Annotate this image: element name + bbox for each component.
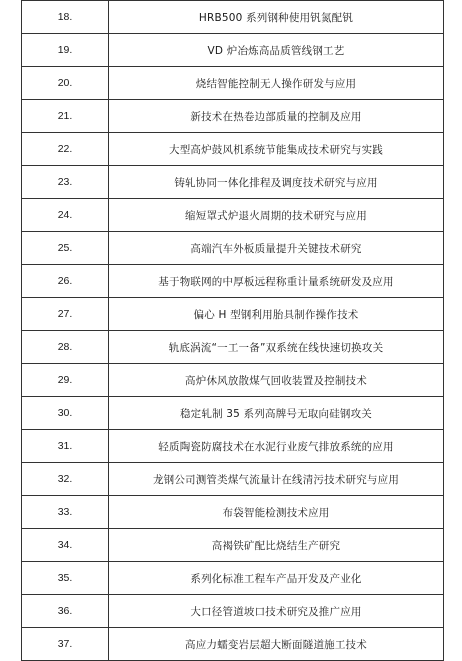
table-row xyxy=(22,199,444,232)
project-list-table xyxy=(21,0,444,661)
row-number: 26. xyxy=(22,265,109,298)
table-row xyxy=(22,430,444,463)
table-row xyxy=(22,463,444,496)
project-title: 布袋智能检测技术应用 xyxy=(109,496,444,529)
project-title: 基于物联网的中厚板远程称重计量系统研发及应用 xyxy=(109,265,444,298)
table-row xyxy=(22,529,444,562)
table-row xyxy=(22,364,444,397)
table-row xyxy=(22,496,444,529)
row-number: 20. xyxy=(22,67,109,100)
table-row xyxy=(22,166,444,199)
project-title: 高端汽车外板质量提升关键技术研究 xyxy=(109,232,444,265)
project-title: 轻质陶瓷防腐技术在水泥行业废气排放系统的应用 xyxy=(109,430,444,463)
table-row xyxy=(22,628,444,661)
project-title: 铸轧协同一体化排程及调度技术研究与应用 xyxy=(109,166,444,199)
project-title: 高褐铁矿配比烧结生产研究 xyxy=(109,529,444,562)
table-row xyxy=(22,265,444,298)
row-number: 28. xyxy=(22,331,109,364)
row-number: 29. xyxy=(22,364,109,397)
row-number: 32. xyxy=(22,463,109,496)
project-title: 龙钢公司测管类煤气流量计在线清污技术研究与应用 xyxy=(109,463,444,496)
table-row xyxy=(22,232,444,265)
project-title: 轨底涡流“一工一备”双系统在线快速切换攻关 xyxy=(109,331,444,364)
table-row xyxy=(22,595,444,628)
project-title: 缩短罩式炉退火周期的技术研究与应用 xyxy=(109,199,444,232)
project-title: 大口径管道坡口技术研究及推广应用 xyxy=(109,595,444,628)
project-title: VD 炉冶炼高品质管线钢工艺 xyxy=(109,34,444,67)
row-number: 21. xyxy=(22,100,109,133)
project-title: 高炉休风放散煤气回收装置及控制技术 xyxy=(109,364,444,397)
row-number: 34. xyxy=(22,529,109,562)
row-number: 19. xyxy=(22,34,109,67)
project-title: 大型高炉鼓风机系统节能集成技术研究与实践 xyxy=(109,133,444,166)
project-title: HRB500 系列钢种使用钒氮配钒 xyxy=(109,1,444,34)
table-row xyxy=(22,100,444,133)
row-number: 22. xyxy=(22,133,109,166)
project-title: 新技术在热卷边部质量的控制及应用 xyxy=(109,100,444,133)
table-body xyxy=(22,1,444,661)
row-number: 37. xyxy=(22,628,109,661)
row-number: 24. xyxy=(22,199,109,232)
project-title: 系列化标准工程车产品开发及产业化 xyxy=(109,562,444,595)
row-number: 25. xyxy=(22,232,109,265)
table-row xyxy=(22,1,444,34)
row-number: 33. xyxy=(22,496,109,529)
table-row xyxy=(22,331,444,364)
row-number: 36. xyxy=(22,595,109,628)
table-row xyxy=(22,133,444,166)
table-row xyxy=(22,34,444,67)
row-number: 31. xyxy=(22,430,109,463)
row-number: 35. xyxy=(22,562,109,595)
project-title: 偏心 H 型钢利用胎具制作操作技术 xyxy=(109,298,444,331)
project-title: 稳定轧制 35 系列高牌号无取向硅钢攻关 xyxy=(109,397,444,430)
project-title: 烧结智能控制无人操作研发与应用 xyxy=(109,67,444,100)
table-row xyxy=(22,298,444,331)
row-number: 27. xyxy=(22,298,109,331)
table-row xyxy=(22,397,444,430)
row-number: 23. xyxy=(22,166,109,199)
table-row xyxy=(22,67,444,100)
row-number: 18. xyxy=(22,1,109,34)
project-title: 高应力蠕变岩层超大断面隧道施工技术 xyxy=(109,628,444,661)
table-row xyxy=(22,562,444,595)
row-number: 30. xyxy=(22,397,109,430)
